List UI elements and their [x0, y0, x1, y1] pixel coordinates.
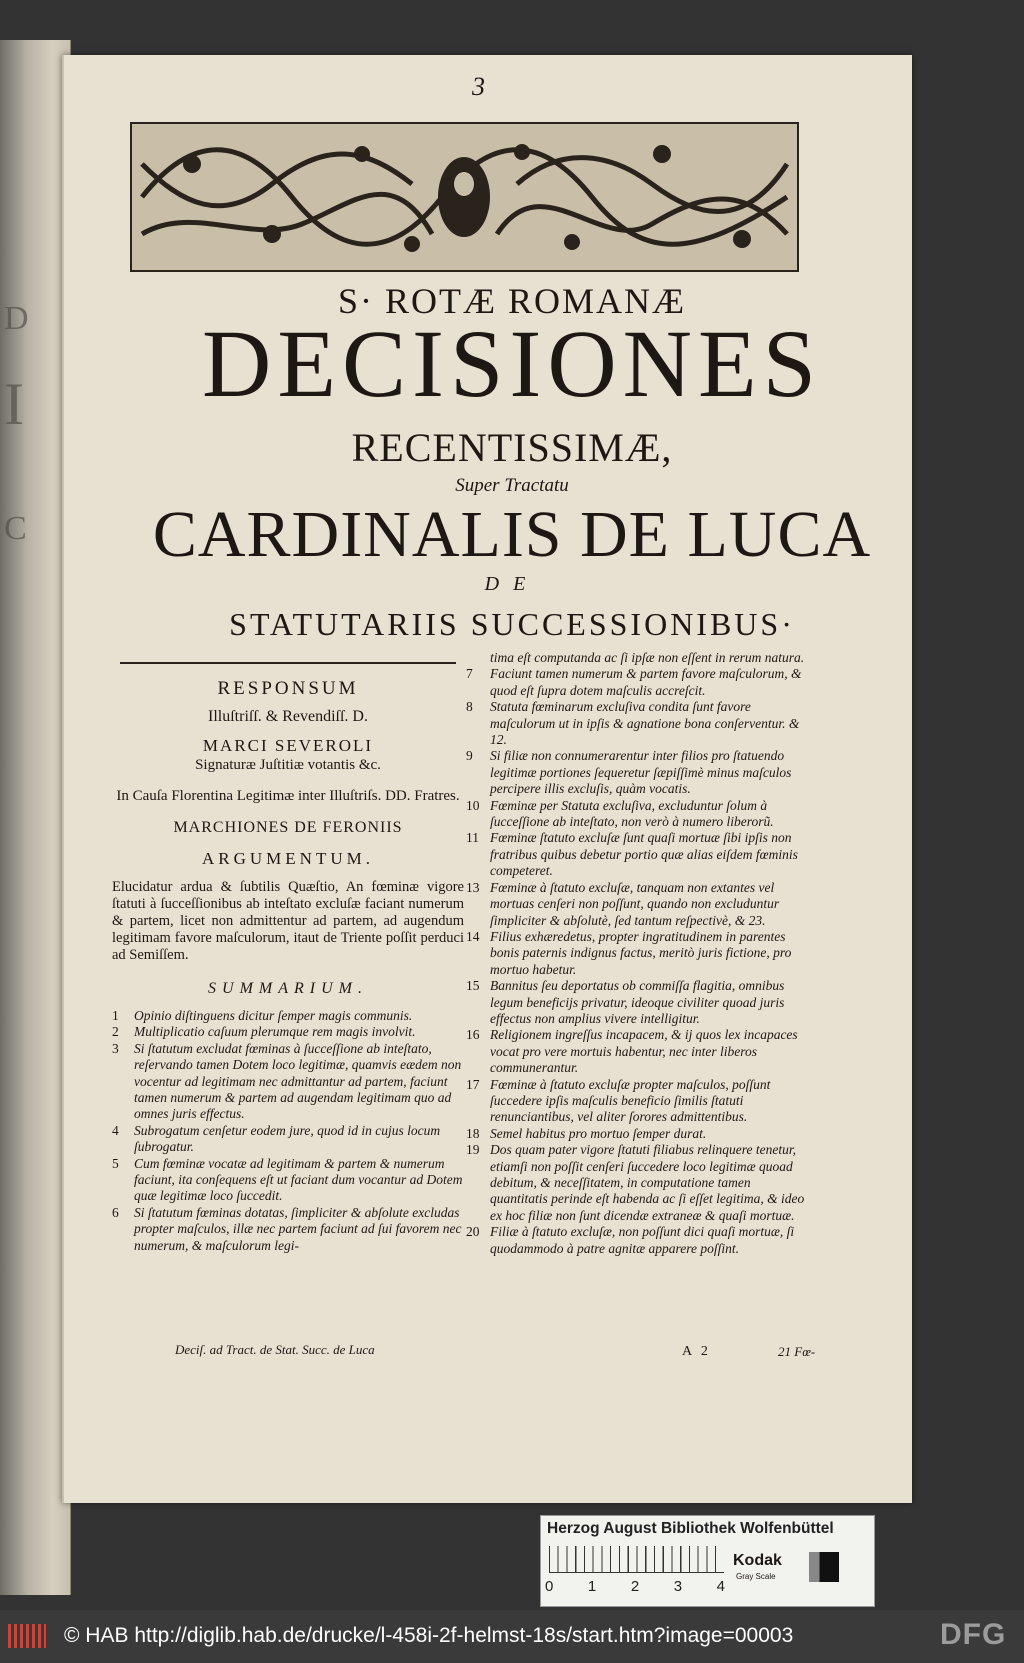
summary-item: 4 Subrogatum cenſetur eodem jure, quod id in cujus locum ſubrogatur. — [112, 1122, 441, 1155]
summary-item: 3 Si ſtatutum excludat fœminas à ſucceſſione ab inteſtato, reſervando tamen Dotem loco legitimæ, quamvis eædem non vocentur ad legitimam nec admittantur ad partem, faciunt tamen numerum & partem ad augendam legitimam quo ad omnes juris effectus. — [112, 1040, 462, 1122]
summary-item: 17 Fœminæ à ſtatuto excluſæ propter maſculos, poſſunt ſuccedere ipſis maſculis beneficio ſimilis ſtatuti renunciantibus, vel aliter ſorores admittentibus. — [466, 1076, 771, 1125]
responsum-heading: RESPONSUM — [217, 678, 359, 699]
summary-item: 7 Faciunt tamen numerum & partem favore maſculorum, & quod eſt ſupra dotem maſculis accreſcit. — [466, 666, 802, 698]
title-super-tractatu: Super Tractatu — [455, 475, 569, 496]
dfg-logo: DFG — [940, 1618, 1007, 1651]
ruler-scale — [549, 1546, 724, 1573]
summary-item: 19 Dos quam pater vigore ſtatuti filiabus relinquere tenetur, etiamſi non poſſit cenſeri ſuccedere loco legitimæ quoad debitum, & neceſſitatem, in computatione tamen quantitatis perinde eſt habenda ac ſi eſſet legitima, & ideo ex hoc filiæ non ſunt dicendæ extraneæ & quaſi mortuæ. — [466, 1142, 805, 1223]
viewer-footer-bar — [0, 1610, 1024, 1663]
signature-mark: A 2 — [682, 1344, 711, 1359]
argument-paragraph: Elucidatur ardua & ſubtilis Quæſtio, An fœminæ vigore ſtatuti à ſucceſſionibus ab inteſtato excluſæ faciant numerum & partem, licet non admittentur ad partem, ad augendum legitimam favore maſculorum, itaut de Triente poſſit perduci ad Semiſſem. — [112, 879, 464, 963]
title-recentissimae: RECENTISSIMÆ, — [351, 425, 673, 470]
copyright-url[interactable]: © HAB http://diglib.hab.de/drucke/l-458i-2f-helmst-18s/start.htm?image=00003 — [64, 1624, 794, 1647]
summary-item: 15 Bannitus ſeu deportatus ob commiſſa flagitia, omnibus legum beneficijs privatur, ideoque civiliter quoad juris effectus non amplius vivere intelligitur. — [466, 978, 785, 1026]
marchiones-line: MARCHIONES DE FERONIIS — [173, 819, 403, 836]
summary-item: 8 Statuta fœminarum excluſiva condita ſunt favore maſculorum ut in ipſis & agnatione bona conſerventur. & 12. — [466, 699, 800, 748]
author-name: MARCI SEVEROLI — [202, 736, 374, 755]
author-title: Signaturæ Juſtitiæ votantis &c. — [195, 757, 381, 773]
left-column — [112, 674, 464, 1254]
column-divider-rule — [120, 662, 456, 664]
title-line-1: S· ROTÆ ROMANÆ — [337, 281, 687, 321]
title-de: DE — [484, 573, 540, 595]
hab-logo-icon — [8, 1624, 46, 1648]
summary-item: 20 Filiæ à ſtatuto excluſæ, non poſſunt dici quaſi mortuæ, ſi quodammodo à patre agnitæ apparere poſſint. — [466, 1224, 795, 1256]
catchword: 21 Fœ- — [778, 1344, 816, 1359]
summary-item: 18 Semel habitus pro mortuo ſemper durat. — [466, 1125, 707, 1141]
illustriss-line: Illuſtriſſ. & Revendiſſ. D. — [208, 708, 368, 725]
gray-scale-label: Gray Scale — [736, 1572, 776, 1581]
foliage-ornament-icon — [132, 124, 797, 270]
title-statutariis: STATUTARIIS SUCCESSIONIBUS· — [229, 606, 795, 642]
title-decisiones: DECISIONES — [201, 310, 822, 417]
right-column — [466, 650, 810, 1257]
page-number: 3 — [472, 72, 485, 101]
summary-list-left — [112, 1008, 464, 1254]
causa-line: In Cauſa Florentina Legitimæ inter Illuſtriſs. DD. Fratres. — [116, 788, 460, 804]
summary-item: 13 Fœminæ à ſtatuto excluſæ, tanquam non extantes vel mortuas cenſeri non poſſunt, quando non excluduntur ſimpliciter & abſolutè, ſed tantum reſpectivè, & 23. — [466, 879, 780, 928]
summary-item: 14 Filius exhæredetus, propter ingratitudinem in parentes bonis paternis indignus factus, meritò juris fictione, pro mortuo habetur. — [466, 928, 792, 977]
summary-item: 1 Opinio diſtinguens dicitur ſemper magis communis. — [112, 1008, 413, 1023]
library-color-target-card — [540, 1515, 875, 1607]
summarium-heading: SUMMARIUM. — [208, 980, 368, 997]
bleed-through-mark: I — [4, 371, 25, 437]
title-cardinalis: CARDINALIS DE LUCA — [152, 498, 872, 571]
argumentum-heading: ARGUMENTUM. — [202, 849, 374, 868]
summary-item: 2 Multiplicatio caſuum plerumque rem magis involvit. — [112, 1024, 416, 1040]
bleed-through-mark: C — [4, 510, 28, 547]
continuation-text: tima eſt computanda ac ſi ipſæ non eſſent in rerum natura. — [490, 650, 805, 665]
ornamental-headpiece — [130, 122, 799, 272]
kodak-brand: Kodak — [733, 1552, 782, 1569]
gray-swatch — [809, 1552, 839, 1582]
summary-item: 9 Si filiæ non connumerarentur inter filios pro ſtatuendo legitimæ portiones ſequeretur ſæpiſſimè minus maſculos percipere illis excluſis, quàm vocatis. — [466, 748, 792, 797]
ruler-numbers: 0 1 2 3 4 — [545, 1578, 725, 1595]
summary-item: 6 Si ſtatutum fœminas dotatas, ſimpliciter & abſolute excludas propter maſculos, illæ nec partem faciunt ad ſui favorem nec numerum, & maſculorum legi- — [112, 1204, 462, 1253]
institution-name: Herzog August Bibliothek Wolfenbüttel — [547, 1520, 834, 1537]
previous-page-edge — [0, 40, 71, 1595]
summary-item: 11 Fœminæ ſtatuto excluſæ ſunt quaſi mortuæ ſibi ipſis non fratribus quibus debetur portio quæ alias eiſdem fœminis competeret. — [466, 830, 798, 879]
bleed-through-mark: D — [4, 300, 30, 337]
summary-item: 16 Religionem ingreſſus incapacem, & ij quos lex incapaces vocat pro vere mortuis habentur, nec inter liberos communerantur. — [466, 1027, 798, 1076]
running-footer: Deciſ. ad Tract. de Stat. Succ. de Luca — [175, 1342, 375, 1357]
summary-item: 5 Cum fœminæ vocatæ ad legitimam & partem & numerum faciunt, ita conſequens eſt ut faciant dum vocantur ad Dotem quæ legitimæ loco ſuccedit. — [112, 1155, 463, 1204]
summary-item: 10 Fœminæ per Statuta excluſiva, excluduntur ſolum à ſucceſſione ab inteſtato, non verò à numero liberorũ. — [466, 797, 774, 830]
